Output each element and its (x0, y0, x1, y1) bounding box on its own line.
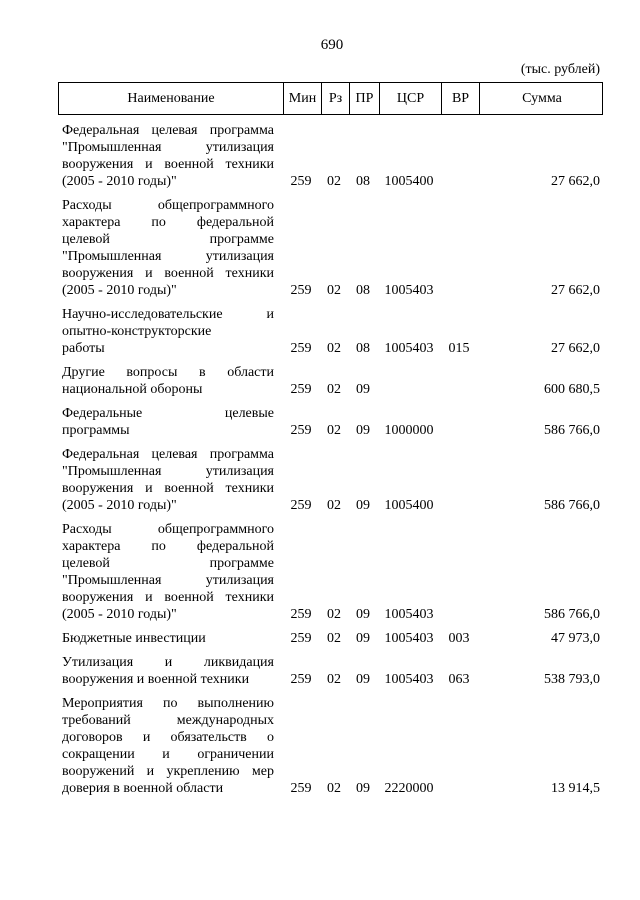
table-row (58, 122, 603, 190)
row-name-line: доверия в военной области (62, 781, 224, 796)
table-row (58, 521, 603, 623)
row-vr (440, 422, 478, 439)
row-pr: 09 (356, 498, 370, 513)
row-name-line: (2005 - 2010 годы)" (62, 174, 177, 189)
table-header (58, 82, 603, 115)
row-sum: 538 793,0 (544, 672, 600, 687)
units-note: (тыс. рублей) (520, 62, 600, 77)
row-name (58, 630, 282, 647)
row-rz: 02 (327, 423, 341, 438)
header-name: Наименование (127, 91, 215, 106)
row-name-line: (2005 - 2010 годы)" (62, 607, 177, 622)
row-rz: 02 (327, 283, 341, 298)
header-min: Мин (283, 83, 321, 114)
row-name-line: вооружения и военной техники (62, 266, 274, 281)
row-vr: 003 (448, 631, 470, 646)
table-row (58, 654, 603, 688)
row-csr: 1005403 (384, 631, 434, 646)
row-rz: 02 (327, 382, 341, 397)
row-name-line: (2005 - 2010 годы)" (62, 498, 177, 513)
row-vr: 015 (448, 341, 470, 356)
row-sum: 586 766,0 (544, 498, 600, 513)
row-min: 259 (290, 382, 312, 397)
row-name-line: Расходы общепрограммного (62, 522, 274, 537)
row-sum: 47 973,0 (551, 631, 600, 646)
row-name-line: "Промышленная утилизация (62, 464, 274, 479)
row-name-line: программы (62, 423, 130, 438)
row-csr: 1005403 (384, 607, 434, 622)
row-rz: 02 (327, 781, 341, 796)
table-row (58, 306, 603, 357)
row-vr: 063 (448, 672, 470, 687)
row-name-line: (2005 - 2010 годы)" (62, 283, 177, 298)
row-name-line: Федеральная целевая программа (62, 123, 274, 138)
row-min: 259 (290, 607, 312, 622)
row-csr: 1005400 (384, 174, 434, 189)
table-row (58, 405, 603, 439)
row-pr: 09 (356, 672, 370, 687)
row-min: 259 (290, 672, 312, 687)
header-rz: Рз (321, 83, 349, 114)
row-csr (378, 381, 440, 398)
row-name-line: Научно-исследовательские и (62, 307, 274, 322)
table-row (58, 695, 603, 797)
row-csr: 1005403 (384, 341, 434, 356)
row-name-line: вооружения и военной техники (62, 481, 274, 496)
row-csr: 1005400 (384, 498, 434, 513)
row-pr: 08 (356, 174, 370, 189)
row-pr: 09 (356, 382, 370, 397)
row-sum: 13 914,5 (551, 781, 600, 796)
row-min: 259 (290, 423, 312, 438)
row-name (58, 654, 282, 688)
row-min: 259 (290, 631, 312, 646)
header-vr: ВР (441, 83, 479, 114)
row-name (58, 197, 282, 299)
row-vr (440, 606, 478, 623)
row-min: 259 (290, 781, 312, 796)
table-row (58, 197, 603, 299)
row-sum: 586 766,0 (544, 423, 600, 438)
page-number: 690 (320, 37, 344, 53)
budget-table (58, 82, 603, 804)
row-name-line: национальной обороны (62, 382, 203, 397)
row-sum: 600 680,5 (544, 382, 600, 397)
row-name (58, 364, 282, 398)
header-csr: ЦСР (379, 83, 441, 114)
table-row (58, 446, 603, 514)
table-body (58, 115, 603, 797)
row-name-line: вооружения и военной техники (62, 672, 250, 687)
row-name-line: Утилизация и ликвидация (62, 655, 274, 670)
table-row (58, 630, 603, 647)
row-name (58, 521, 282, 623)
row-rz: 02 (327, 672, 341, 687)
row-name-line: Другие вопросы в области (62, 365, 274, 380)
row-rz: 02 (327, 607, 341, 622)
row-csr: 1000000 (384, 423, 434, 438)
row-name-line: вооружений и укреплению мер (62, 764, 274, 779)
row-vr (440, 381, 478, 398)
row-name (58, 306, 282, 357)
row-name-line: вооружения и военной техники (62, 590, 274, 605)
row-rz: 02 (327, 498, 341, 513)
row-name-line: вооружения и военной техники (62, 157, 274, 172)
row-sum: 27 662,0 (551, 283, 600, 298)
row-name-line: Федеральные целевые (62, 406, 274, 421)
row-name (58, 695, 282, 797)
header-pr: ПР (349, 83, 379, 114)
row-name-line: целевой программе (62, 232, 274, 247)
row-rz: 02 (327, 174, 341, 189)
row-sum: 27 662,0 (551, 341, 600, 356)
row-rz: 02 (327, 631, 341, 646)
row-name-line: опытно-конструкторские (62, 324, 212, 339)
row-min: 259 (290, 498, 312, 513)
row-name-line: Бюджетные инвестиции (62, 631, 206, 646)
row-min: 259 (290, 174, 312, 189)
row-name-line: работы (62, 341, 105, 356)
row-vr (440, 780, 478, 797)
row-pr: 09 (356, 631, 370, 646)
row-sum: 586 766,0 (544, 607, 600, 622)
row-pr: 09 (356, 423, 370, 438)
row-vr (440, 282, 478, 299)
row-pr: 09 (356, 607, 370, 622)
row-name-line: "Промышленная утилизация (62, 573, 274, 588)
row-name-line: Федеральная целевая программа (62, 447, 274, 462)
row-pr: 09 (356, 781, 370, 796)
row-rz: 02 (327, 341, 341, 356)
row-name-line: сокращении и ограничении (62, 747, 274, 762)
row-name-line: характера по федеральной (62, 539, 274, 554)
row-min: 259 (290, 341, 312, 356)
row-name-line: требований международных (62, 713, 274, 728)
table-row (58, 364, 603, 398)
header-sum: Сумма (479, 83, 604, 114)
row-csr: 1005403 (384, 672, 434, 687)
row-name (58, 405, 282, 439)
row-pr: 08 (356, 341, 370, 356)
row-min: 259 (290, 283, 312, 298)
row-csr: 2220000 (384, 781, 434, 796)
row-name (58, 446, 282, 514)
row-name-line: целевой программе (62, 556, 274, 571)
row-name-line: характера по федеральной (62, 215, 274, 230)
row-vr (440, 173, 478, 190)
row-pr: 08 (356, 283, 370, 298)
row-csr: 1005403 (384, 283, 434, 298)
row-name-line: договоров и обязательств о (62, 730, 274, 745)
row-name-line: Мероприятия по выполнению (62, 696, 274, 711)
row-name (58, 122, 282, 190)
row-name-line: "Промышленная утилизация (62, 140, 274, 155)
row-sum: 27 662,0 (551, 174, 600, 189)
row-name-line: "Промышленная утилизация (62, 249, 274, 264)
row-name-line: Расходы общепрограммного (62, 198, 274, 213)
row-vr (440, 497, 478, 514)
